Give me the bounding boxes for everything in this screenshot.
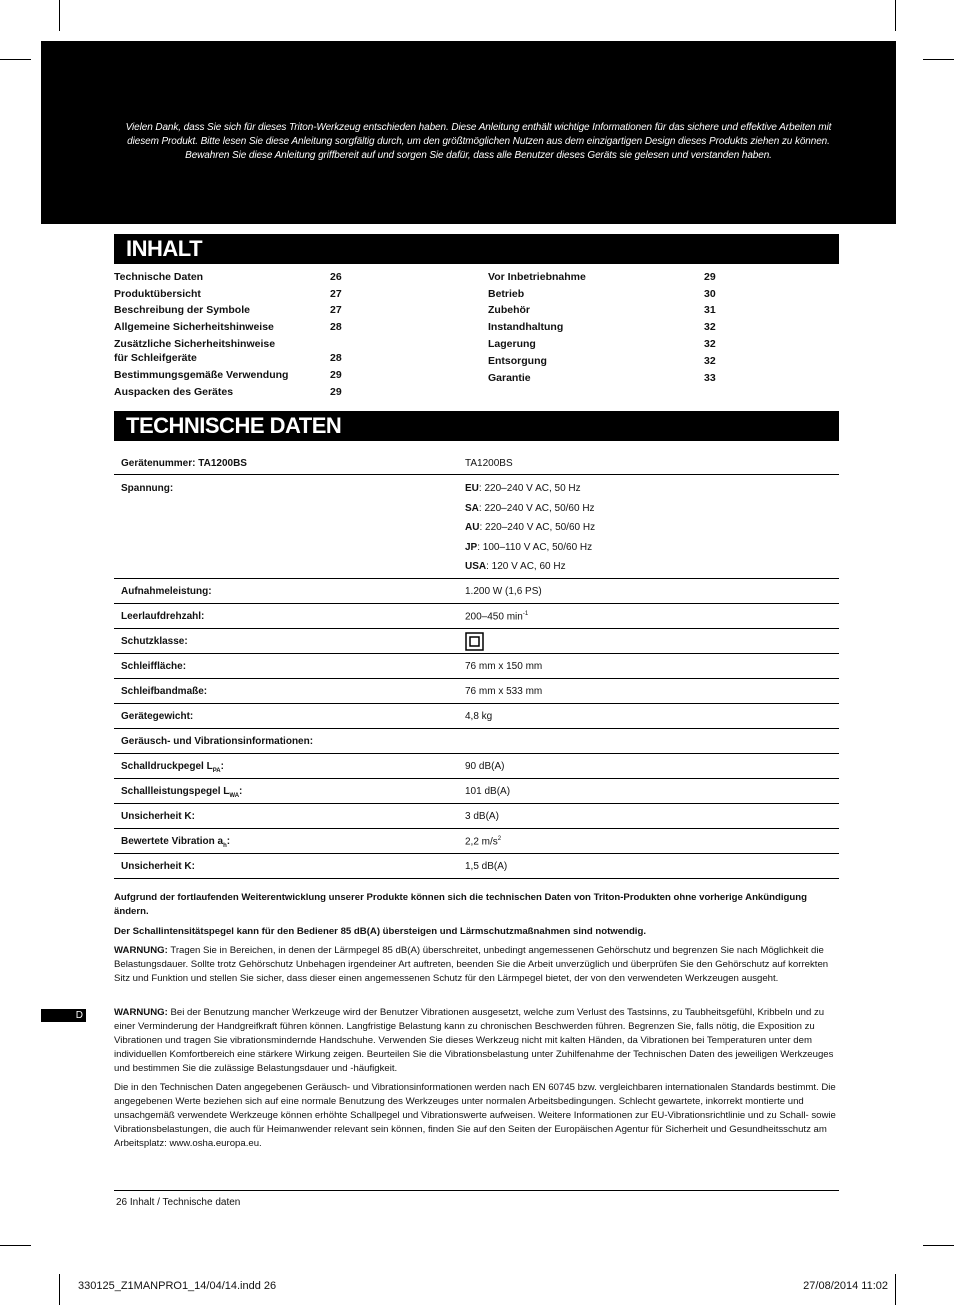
footer-text: 26 Inhalt / Technische daten <box>116 1197 241 1208</box>
intro-banner <box>41 41 896 224</box>
note-standards: Die in den Technischen Daten angegebenen Geräusch- und Vibrationsinformationen werden nach EN 60745 bzw. vergleichbaren internationalen Standards bestimmt. Die angegebenen Werte beziehen sich auf eine normale Benutzung des Werkzeuges unter normalen Arbeitsbedingungen. Schlecht gewartete, inkorrekt montierte und unsachgemäß verwendete Werkzeuge können erhöhte Schallpegel und Vibrationswerte aufweisen. Weitere Informationen zur EU-Vibrationsrichtlinie und zu Schall- sowie Vibrationsbelastungen, die auch für Heimanwender relevant sein können, finden Sie auf den Seiten der Europäischen Agentur für Sicherheit und Gesundheitsschutz am Arbeitsplatz: www.osha.europa.eu. <box>114 1082 836 1149</box>
table-row: Aufnahmeleistung: 1.200 W (1,6 PS) <box>114 579 839 604</box>
toc-page: 27 <box>330 288 342 300</box>
spec-heading: TECHNISCHE DATEN <box>114 411 839 441</box>
table-row: Schutzklasse: <box>114 629 839 654</box>
table-row: Unsicherheit K: 3 dB(A) <box>114 804 839 829</box>
class-ii-icon <box>465 632 484 654</box>
note-spec-change: Aufgrund der fortlaufenden Weiterentwicklung unserer Produkte können sich die technischen Daten von Triton-Produkten ohne vorherige Ankündigung ändern. <box>114 892 807 917</box>
table-row: Gerätenummer: TA1200BS TA1200BS <box>114 452 839 475</box>
table-row: Spannung: EU: 220–240 V AC, 50 Hz SA: 220–240 V AC, 50/60 Hz AU: 220–240 V AC, 50/60 Hz JP: 100–110 V AC, 50/60 Hz USA: 120 V AC, 60 Hz <box>114 475 839 579</box>
toc-page: 29 <box>704 271 716 283</box>
toc-page: 28 <box>330 352 342 364</box>
warning-vibration: WARNUNG: Bei der Benutzung mancher Werkzeuge wird der Benutzer Vibrationen ausgesetzt, welche zum Verlust des Tastsinns, zu Taubheitsgefühl, Kribbeln und zu einer Verminderung der Handgreifkraft führen können. Langfristige Belastung kann zu chronischen Beschwerden führen. Begrenzen Sie, falls nötig, die Exposition zu Vibrationen und tragen Sie vibrationsmindernde Handschuhe. Verwenden Sie dieses Werkzeug nicht mit kalten Händen, da Vibrationen bei Temperaturen unter dem individuellen Komfortbereich eine stärkere Wirkung zeigen. Beurteilen Sie die Vibrationsbelastung unter Zuhilfenahme der Technischen Daten des jeweiligen Werkzeuges und bestimmen Sie die zulässige Belastungsdauer und -häufigkeit. <box>114 1007 834 1074</box>
toc-page: 30 <box>704 288 716 300</box>
toc-item-cont: für Schleifgeräte <box>114 352 197 364</box>
table-row: Leerlaufdrehzahl: 200–450 $\min^{-1}$ <box>114 604 839 629</box>
spec-table <box>114 452 839 879</box>
toc-item: Produktübersicht <box>114 288 201 300</box>
toc-page: 32 <box>704 338 716 350</box>
toc-page: 32 <box>704 355 716 367</box>
toc-item: Vor Inbetriebnahme <box>488 271 586 283</box>
toc-item: Garantie <box>488 372 531 384</box>
table-row: Schleifbandmaße: 76 mm x 533 mm <box>114 679 839 704</box>
toc-item: Entsorgung <box>488 355 547 367</box>
slug-date: 27/08/2014 11:02 <box>803 1280 888 1292</box>
note-noise: Der Schallintensitätspegel kann für den Bediener 85 dB(A) übersteigen und Lärmschutzmaßnahmen sind notwendig. <box>114 926 647 937</box>
toc-page: 31 <box>704 304 716 316</box>
table-row: Schleiffläche: 76 mm x 150 mm <box>114 654 839 679</box>
warning-noise: WARNUNG: Tragen Sie in Bereichen, in denen der Lärmpegel 85 dB(A) überschreitet, unbedingt angemessenen Gehörschutz und begrenzen Sie nach Möglichkeit die Belastungsdauer. Sollte trotz Gehörschutz Unbehagen irgendeiner Art auftreten, beenden Sie die Arbeit unverzüglich und überprüfen Sie den Gehörschutz auf korrekten Sitz und Funktion und stellen Sie sicher, dass dieser einen angemessenen Schutz für den Lärmpegel bietet, der von den verwendeten Werkzeugen ausgeht. <box>114 945 829 984</box>
toc-item: Zubehör <box>488 304 530 316</box>
toc-page: 33 <box>704 372 716 384</box>
table-row: Gerätegewicht: 4,8 kg <box>114 704 839 729</box>
toc-page: 26 <box>330 271 342 283</box>
toc-item: Bestimmungsgemäße Verwendung <box>114 369 289 381</box>
toc-page: 27 <box>330 304 342 316</box>
toc-item: Instandhaltung <box>488 321 564 333</box>
table-row: Unsicherheit K: 1,5 dB(A) <box>114 854 839 879</box>
toc-heading: INHALT <box>114 234 839 264</box>
toc-page: 29 <box>330 369 342 381</box>
table-row: Schallleistungspegel $L_{WA}$: 101 dB(A) <box>114 779 839 804</box>
toc-page: 28 <box>330 321 342 333</box>
table-row: Schalldruckpegel $L_{PA}$: 90 dB(A) <box>114 754 839 779</box>
toc-item: Beschreibung der Symbole <box>114 304 250 316</box>
toc-item: Allgemeine Sicherheitshinweise <box>114 321 274 333</box>
page-footer <box>114 1190 839 1208</box>
table-row: Geräusch- und Vibrationsinformationen: <box>114 729 839 754</box>
toc-item: Betrieb <box>488 288 525 300</box>
toc-item: Zusätzliche Sicherheitshinweise <box>114 338 276 350</box>
language-tab: D <box>41 1009 86 1022</box>
toc-item: Auspacken des Gerätes <box>114 386 234 398</box>
intro-text: Vielen Dank, dass Sie sich für dieses Triton-Werkzeug entschieden haben. Diese Anleitung enthält wichtige Informationen für das sichere und effektive Arbeiten mit diesem Produkt. Bitte lesen Sie diese Anleitung sorgfältig durch, um den größtmöglichen Nutzen aus dem einzigartigen Design dieses Produkts ziehen zu können. Bewahren Sie diese Anleitung griffbereit auf und sorgen Sie dafür, dass alle Benutzer dieses Geräts sie gelesen und verstanden haben. <box>125 122 832 161</box>
toc-item: Lagerung <box>488 338 536 350</box>
toc-page: 29 <box>330 386 342 398</box>
toc-item: Technische Daten <box>114 271 204 283</box>
toc-page: 32 <box>704 321 716 333</box>
table-row: Bewertete Vibration $a_h$: 2,2 $m/s^2$ <box>114 829 839 854</box>
slug-file: 330125_Z1MANPRO1_14/04/14.indd 26 <box>78 1280 277 1292</box>
